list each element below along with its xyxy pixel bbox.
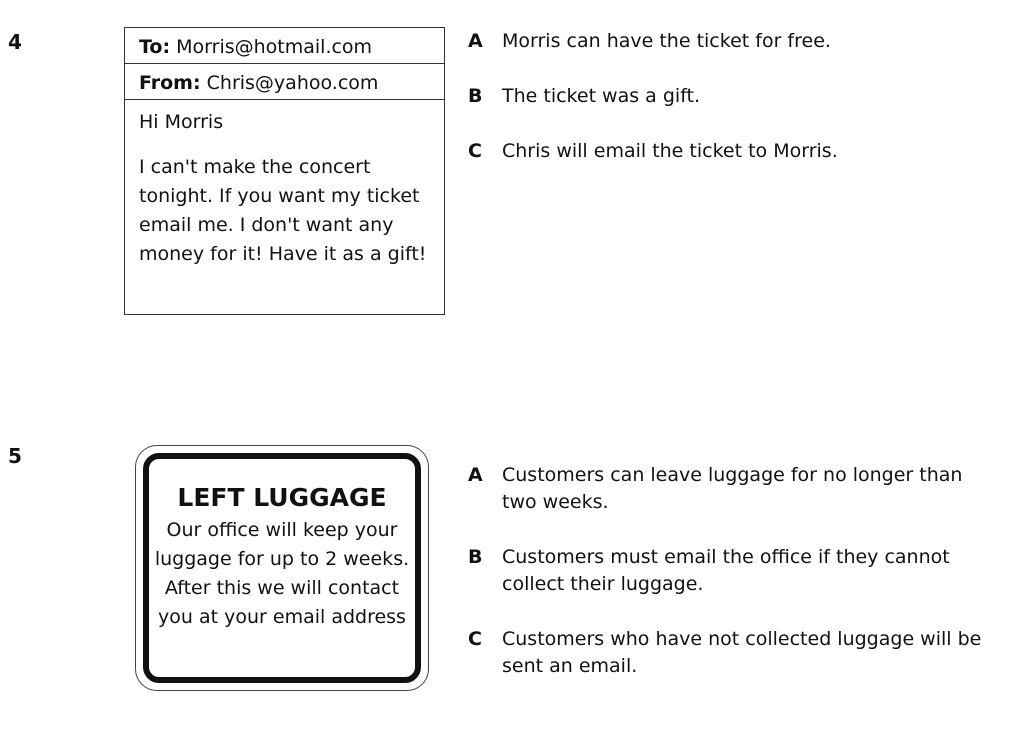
email-message: I can't make the concert tonight. If you want my ticket email me. I don't want any money for it! Have it as a gift! (139, 156, 427, 265)
email-from-value: Chris@yahoo.com (200, 72, 379, 94)
option-letter: A (468, 464, 483, 486)
option-text: The ticket was a gift. (502, 85, 701, 107)
option-letter: B (468, 546, 483, 568)
sign-title: LEFT LUGGAGE (177, 483, 387, 512)
option-text: Customers who have not collected luggage will be sent an email. (502, 628, 982, 677)
sign-border (143, 453, 421, 683)
question-number-4: 4 (8, 30, 22, 54)
option-5a[interactable] (468, 462, 982, 516)
option-4a[interactable] (468, 28, 982, 55)
email-from-label: From: (139, 72, 201, 94)
email-to-label: To: (139, 36, 171, 58)
email-greeting: Hi Morris (139, 111, 224, 133)
email-to-value: Morris@hotmail.com (170, 36, 373, 58)
option-5c[interactable] (468, 626, 982, 680)
option-4b[interactable] (468, 83, 982, 110)
option-letter: C (468, 628, 482, 650)
email-from-row (125, 64, 444, 100)
option-text: Customers must email the office if they cannot collect their luggage. (502, 546, 950, 595)
option-text: Customers can leave luggage for no longer than two weeks. (502, 464, 963, 513)
option-4c[interactable] (468, 138, 982, 165)
option-letter: C (468, 140, 482, 162)
option-letter: B (468, 85, 483, 107)
option-text: Chris will email the ticket to Morris. (502, 140, 838, 162)
email-card (124, 27, 445, 315)
email-to-row (125, 28, 444, 64)
option-letter: A (468, 30, 483, 52)
option-5b[interactable] (468, 544, 982, 598)
left-luggage-sign (135, 445, 429, 691)
question-number-5: 5 (8, 444, 22, 468)
option-text: Morris can have the ticket for free. (502, 30, 831, 52)
email-body (125, 100, 444, 269)
question-5-options (468, 462, 982, 708)
sign-text: Our office will keep your luggage for up to 2 weeks. After this we will contact you at your email address (154, 519, 410, 628)
question-4-options (468, 28, 982, 193)
